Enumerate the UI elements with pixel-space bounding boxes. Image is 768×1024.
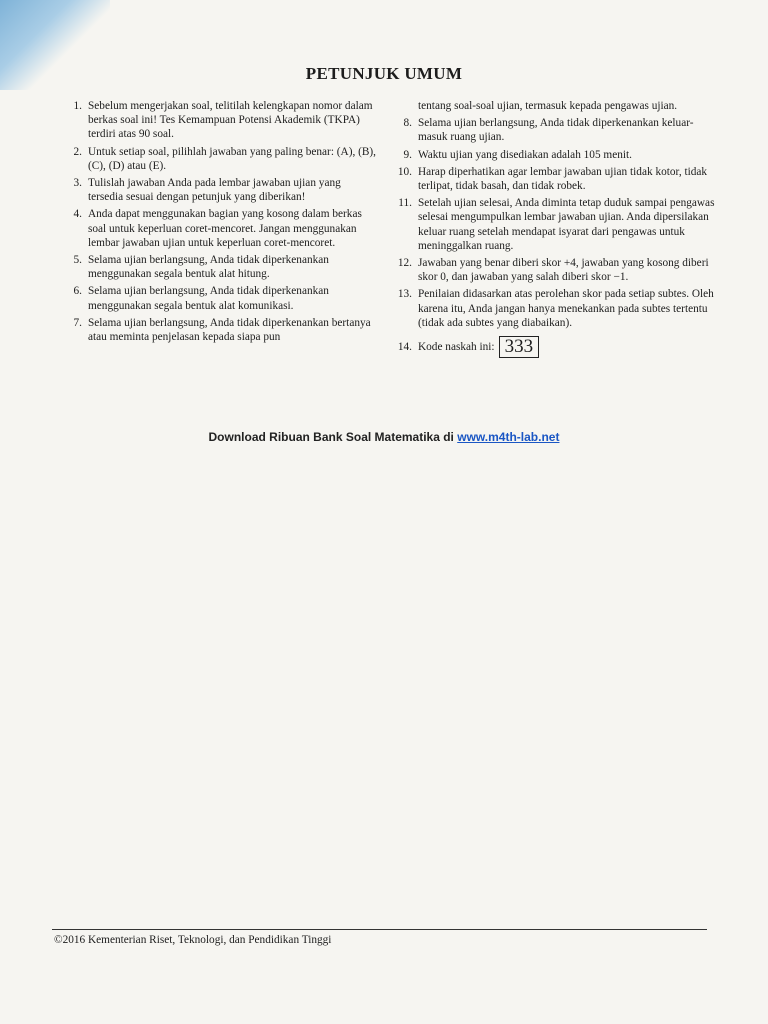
instructions-left-column: [66, 99, 378, 347]
page-title: PETUNJUK UMUM: [305, 64, 463, 83]
kode-naskah-row: 14. Kode naskah ini: 333: [396, 336, 716, 358]
download-link[interactable]: www.m4th-lab.net: [457, 430, 560, 444]
instruction-item: 12. Jawaban yang benar diberi skor +4, jawaban yang kosong diberi skor 0, dan jawaban yang salah diberi skor −1.: [397, 257, 709, 284]
instruction-item: 2. Untuk setiap soal, pilihlah jawaban yang paling benar: (A), (B), (C), (D) atau (E).: [73, 145, 376, 172]
instruction-item: 1. Sebelum mengerjakan soal, telitilah kelengkapan nomor dalam berkas soal ini! Tes Kemampuan Potensi Akademik (TKPA) terdiri atas 90 soal.: [73, 100, 373, 141]
download-banner: [0, 430, 768, 444]
kode-naskah-box: 333: [499, 336, 540, 358]
instruction-item: 10. Harap diperhatikan agar lembar jawaban ujian tidak kotor, tidak terlipat, tidak basah, dan tidak robek.: [397, 165, 708, 193]
instruction-item: 13. Penilaian didasarkan atas perolehan skor pada setiap subtes. Oleh karena itu, Anda jangan hanya menekankan pada subtes tertentu (tidak ada subtes yang diabaikan).: [397, 288, 714, 329]
instruction-item: 8. Selama ujian berlangsung, Anda tidak diperkenankan keluar-masuk ruang ujian.: [403, 117, 694, 144]
instruction-item: 9. Waktu ujian yang disediakan adalah 105 menit.: [403, 148, 632, 161]
instruction-item: 5. Selama ujian berlangsung, Anda tidak diperkenankan menggunakan segala bentuk alat hitung.: [73, 254, 329, 281]
footer-divider: [52, 929, 707, 930]
instruction-item: 4. Anda dapat menggunakan bagian yang kosong dalam berkas soal untuk keperluan coret-mencoret. Jangan menggunakan lembar jawaban ujian untuk keperluan coret-mencoret.: [73, 208, 362, 249]
download-text: Download Ribuan Bank Soal Matematika di: [208, 430, 458, 444]
copyright-footer: ©2016 Kementerian Riset, Teknologi, dan Pendidikan Tinggi: [54, 934, 332, 946]
instruction-item: 6. Selama ujian berlangsung, Anda tidak diperkenankan menggunakan segala bentuk alat komunikasi.: [73, 285, 329, 312]
instructions-right-column: [396, 99, 716, 358]
instruction-item: 11. Setelah ujian selesai, Anda diminta tetap duduk sampai pengawas selesai mengumpulkan lembar jawaban ujian. Anda dipersilakan keluar ruang setelah mendapat isyarat dari pengawas untuk meninggalkan ruang.: [398, 197, 715, 252]
instruction-item: 3. Tulislah jawaban Anda pada lembar jawaban ujian yang tersedia sesuai dengan petunjuk yang diberikan!: [73, 177, 341, 204]
instruction-continuation: tentang soal-soal ujian, termasuk kepada pengawas ujian.: [418, 100, 678, 112]
kode-naskah-label: Kode naskah ini:: [418, 340, 495, 353]
instruction-item: 7. Selama ujian berlangsung, Anda tidak diperkenankan bertanya atau meminta penjelasan kepada siapa pun: [73, 316, 371, 344]
